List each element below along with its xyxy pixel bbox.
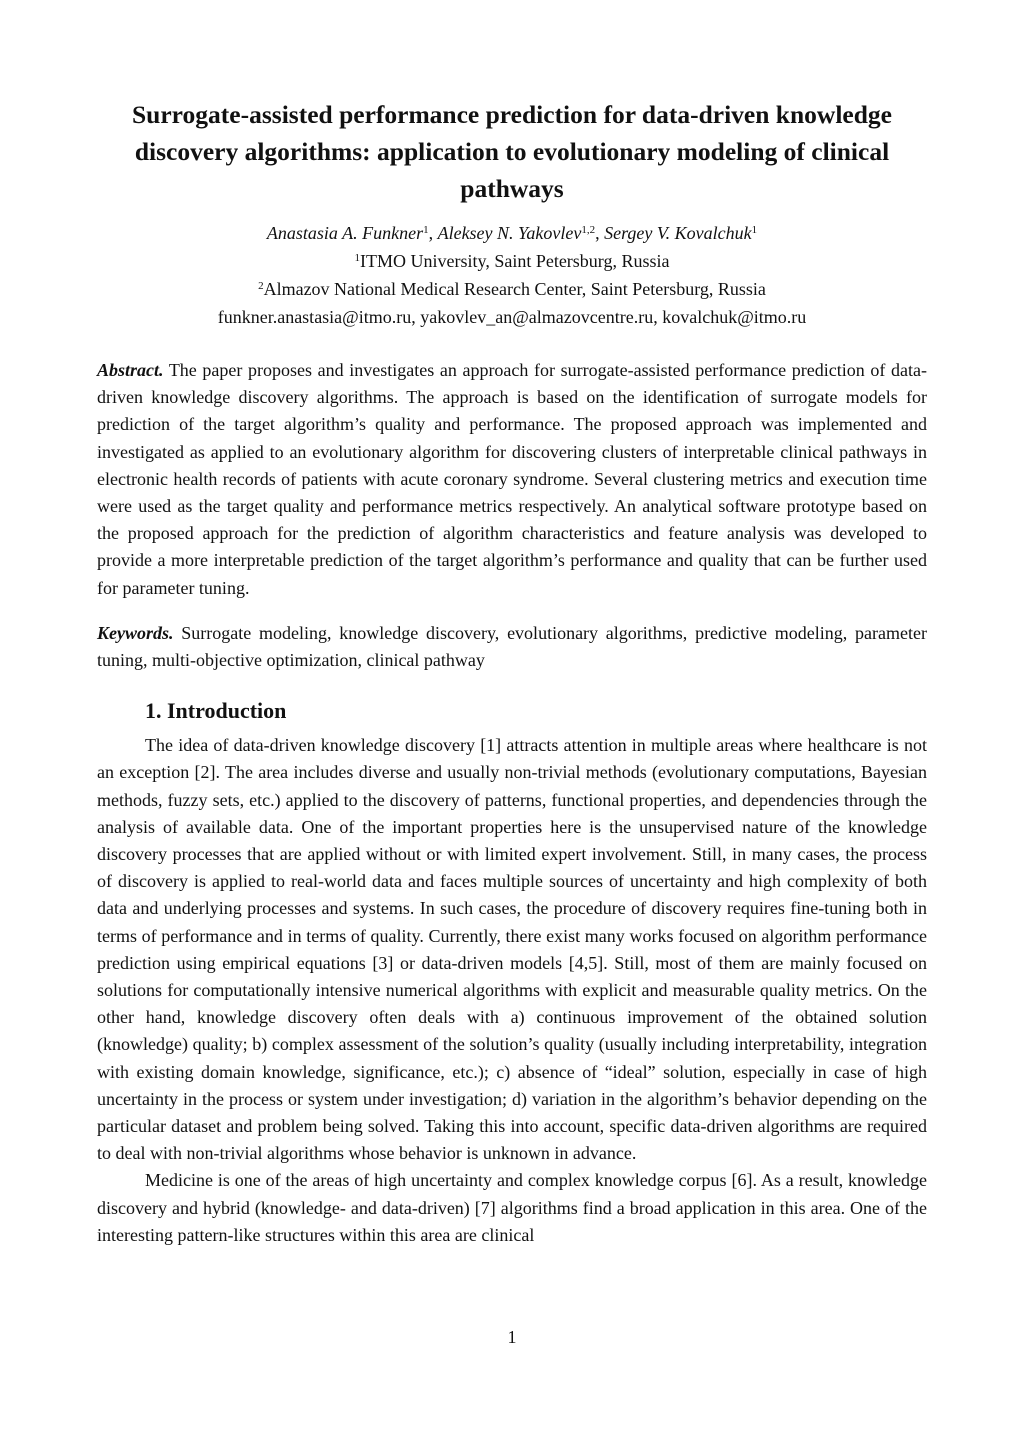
- body-paragraph: Medicine is one of the areas of high uncertainty and complex knowledge corpus [6]. As a result, knowledge discovery and hybrid (knowledge- and data-driven) [7] algorithms find a broad application in this area. One of the interesting pattern-like structures within this area are clinical: [97, 1170, 927, 1245]
- author-emails: funkner.anastasia@itmo.ru, yakovlev_an@almazovcentre.ru, kovalchuk@itmo.ru: [217, 307, 807, 327]
- author-name: Anastasia A. Funkner: [266, 223, 424, 243]
- author-affiliation-mark: 1: [751, 224, 758, 236]
- paper-page: [97, 96, 927, 1249]
- affiliation-text: Almazov National Medical Research Center, Saint Petersburg, Russia: [263, 279, 766, 299]
- keywords: [97, 620, 927, 674]
- affiliation-text: ITMO University, Saint Petersburg, Russia: [360, 251, 670, 271]
- author-name: Sergey V. Kovalchuk: [604, 223, 752, 243]
- author-separator: ,: [595, 223, 605, 243]
- affiliation-2: [97, 275, 927, 303]
- abstract-label: Abstract.: [97, 360, 164, 380]
- affiliation-mark: 1: [354, 252, 360, 264]
- section-heading-introduction: 1. Introduction: [145, 698, 287, 724]
- paper-title: Surrogate-assisted performance prediction for data-driven knowledge discovery algorithms: application to evolutionary modeling of clinical pathways: [132, 100, 892, 203]
- keywords-label: Keywords.: [97, 622, 174, 643]
- author-affiliation-mark: 1,2: [581, 224, 596, 236]
- author-name: Aleksey N. Yakovlev: [437, 223, 582, 243]
- abstract: [97, 357, 927, 602]
- abstract-text: The paper proposes and investigates an approach for surrogate-assisted performance prediction of data-driven knowledge discovery algorithms. The approach is based on the identification of surrogate models for prediction of the target algorithm’s quality and performance. The proposed approach was implemented and investigated as applied to an evolutionary algorithm for discovering clusters of interpretable clinical pathways in electronic health records of patients with acute coronary syndrome. Several clustering metrics and execution time were used as the target quality and performance metrics respectively. An analytical software prototype based on the proposed approach for the prediction of algorithm characteristics and feature analysis was developed to provide a more interpretable prediction of the target algorithm’s performance and quality that can be further used for parameter tuning.: [97, 360, 927, 598]
- affiliation-mark: 2: [258, 280, 264, 292]
- keywords-text: Surrogate modeling, knowledge discovery, evolutionary algorithms, predictive modeling, parameter tuning, multi-objective optimization, clinical pathway: [97, 622, 927, 671]
- body-paragraph: The idea of data-driven knowledge discovery [1] attracts attention in multiple areas where healthcare is not an exception [2]. The area includes diverse and usually non-trivial methods (evolutionary computations, Bayesian methods, fuzzy sets, etc.) applied to the discovery of patterns, functional properties, and dependencies through the analysis of available data. One of the important properties here is the unsupervised nature of the knowledge discovery processes that are applied without or with limited expert involvement. Still, in many cases, the process of discovery is applied to real-world data and faces multiple sources of uncertainty and high complexity of both data and underlying processes and systems. In such cases, the procedure of discovery requires fine-tuning both in terms of performance and in terms of quality. Currently, there exist many works focused on algorithm performance prediction using empirical equations [3] or data-driven models [4,5]. Still, most of them are mainly focused on solutions for computationally intensive numerical algorithms with explicit and measurable quality metrics. On the other hand, knowledge discovery often deals with a) continuous improvement of the obtained solution (knowledge) quality; b) complex assessment of the solution’s quality (usually including interpretability, integration with existing domain knowledge, significance, etc.); c) absence of “ideal” solution, especially in case of high uncertainty in the process or system under investigation; d) variation in the algorithm’s behavior depending on the particular dataset and problem being solved. Taking this into account, specific data-driven algorithms are required to deal with non-trivial algorithms whose behavior is unknown in advance.: [97, 735, 927, 1164]
- affiliation-1: [97, 247, 927, 275]
- author-affiliation-mark: 1: [423, 224, 429, 236]
- author-list: [97, 219, 927, 247]
- author-separator: ,: [428, 223, 438, 243]
- page-number: 1: [507, 1327, 517, 1347]
